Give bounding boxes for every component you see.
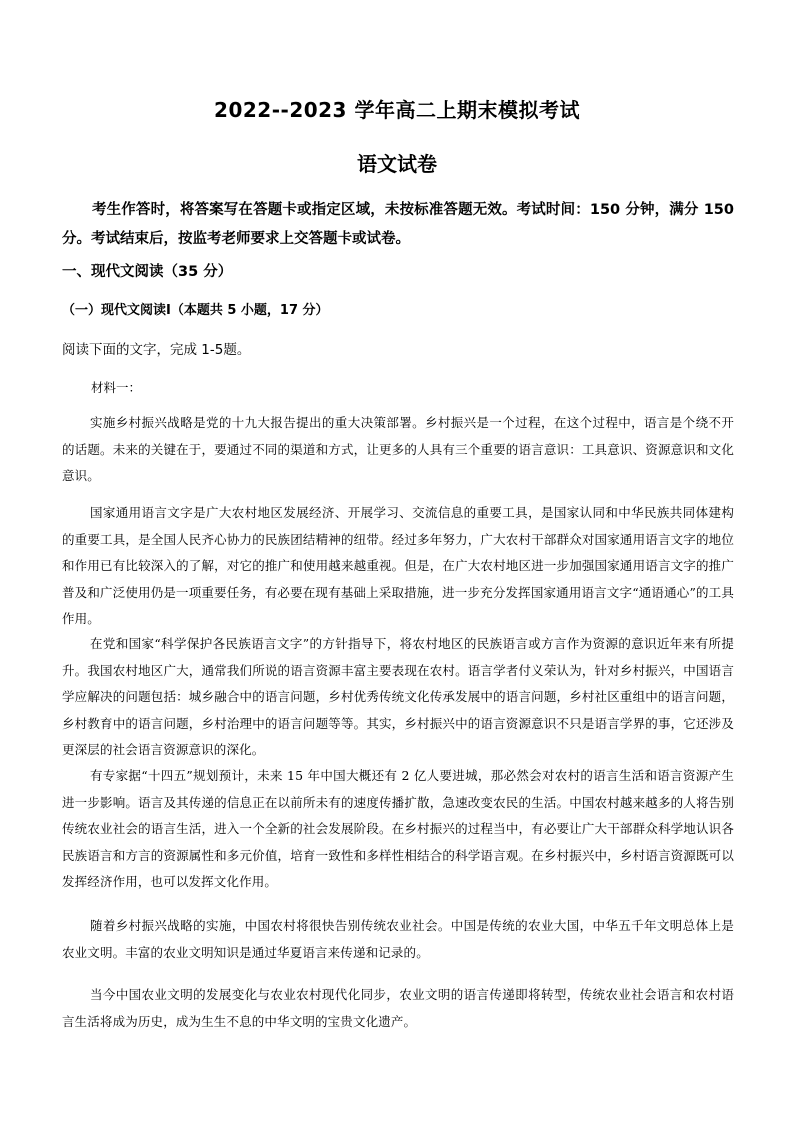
passage-paragraph: 当今中国农业文明的发展变化与农业农村现代化同步，农业文明的语言传递即将转型，传统农业社会语言和农村语言生活将成为历史，成为生生不息的中华文明的宝贵文化遗产。 — [62, 987, 734, 1029]
passage-paragraph: 在党和国家“科学保护各民族语言文字”的方针指导下，将农村地区的民族语言或方言作为资源的意识近年来有所提升。我国农村地区广大，通常我们所说的语言资源丰富主要表现在农村。语言学者付义荣认为，针对乡村振兴，中国语言学应解决的问题包括：城乡融合中的语言问题，乡村优秀传统文化传承发展中的语言问题，乡村社区重组中的语言问题，乡村教育中的语言问题，乡村治理中的语言问题等等。其实，乡村振兴中的语言资源意识不只是语言学界的事，它还涉及更深层的社会语言资源意识的深化。 — [62, 636, 734, 758]
material-label: 材料一： — [91, 380, 142, 395]
section-subheading: （一）现代文阅读Ⅰ（本题共 5 小题，17 分） — [62, 303, 329, 318]
exam-subtitle: 语文试卷 — [357, 152, 437, 176]
passage-paragraph: 实施乡村振兴战略是党的十九大报告提出的重大决策部署。乡村振兴是一个过程，在这个过程中，语言是个绕不开的话题。未来的关键在于，要通过不同的渠道和方式，让更多的人具有三个重要的语言意识：工具意识、资源意识和文化意识。 — [62, 415, 734, 484]
passage-paragraph: 国家通用语言文字是广大农村地区发展经济、开展学习、交流信息的重要工具，是国家认同和中华民族共同体建构的重要工具，是全国人民齐心协力的民族团结精神的纽带。经过多年努力，广大农村干部群众对国家通用语言文字的地位和作用已有比较深入的了解，对它的推广和使用越来越重视。但是，在广大农村地区进一步加强国家通用语言文字的推广普及和广泛使用仍是一项重要任务，有必要在现有基础上采取措施，进一步充分发挥国家通用语言文字“通语通心”的工具作用。 — [62, 505, 734, 627]
exam-instructions: 考生作答时，将答案写在答题卡或指定区域，未按标准答题无效。考试时间：150 分钟，满分 150 分。考试结束后，按监考老师要求上交答题卡或试卷。 — [62, 202, 734, 247]
passage-paragraph: 有专家据“十四五”规划预计，未来 15 年中国大概还有 2 亿人要进城，那必然会对农村的语言生活和语言资源产生进一步影响。语言及其传递的信息正在以前所未有的速度传播扩散，急速改变农民的生活。中国农村越来越多的人将告别传统农业社会的语言生活，进入一个全新的社会发展阶段。在乡村振兴的过程当中，有必要让广大干部群众科学地认识各民族语言和方言的资源属性和多元价值，培育一致性和多样性相结合的科学语言观。在乡村振兴中，乡村语言资源既可以发挥经济作用，也可以发挥文化作用。 — [62, 768, 734, 890]
passage-paragraph: 随着乡村振兴战略的实施，中国农村将很快告别传统农业社会。中国是传统的农业大国，中华五千年文明总体上是农业文明。丰富的农业文明知识是通过华夏语言来传递和记录的。 — [62, 918, 734, 960]
section-heading: 一、现代文阅读（35 分） — [62, 264, 233, 280]
reading-instruction: 阅读下面的文字，完成 1-5题。 — [62, 342, 251, 358]
exam-title: 2022--2023 学年高二上期末模拟考试 — [214, 98, 580, 122]
